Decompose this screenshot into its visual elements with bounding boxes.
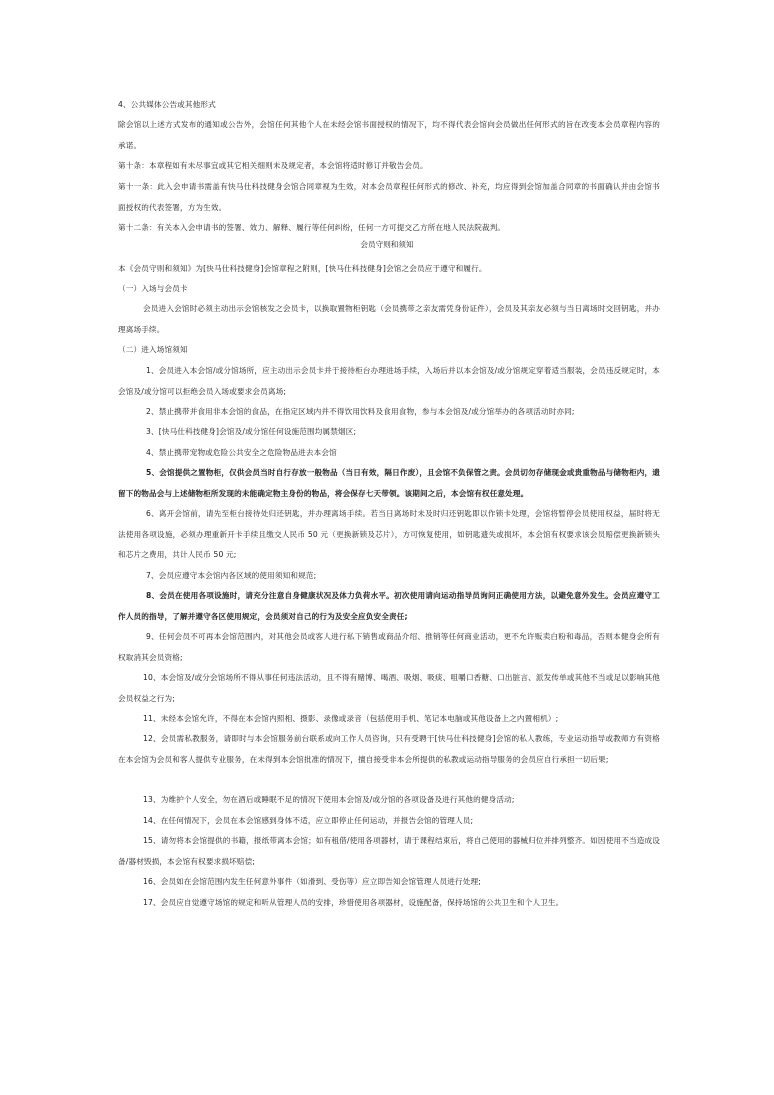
rule-17: 17、会员应自觉遵守场馆的规定和听从管理人员的安排，珍惜使用各项器材，设施配备，保持场馆的公共卫生和个人卫生。 <box>143 898 564 907</box>
clause-4-text: 除会馆以上述方式发布的通知或公告外，会馆任何其他个人在未经会馆书面授权的情况下，均不得代表会馆向会员做出任何形式的旨在改变本会员章程内容的承诺。 <box>118 120 660 150</box>
article-12: 第十二条：有关本入会申请书的签署、效力、解释、履行等任何纠纷，任何一方可提交乙方所在地人民法院裁判。 <box>118 223 506 232</box>
section-2-heading: （二）进入场馆须知 <box>118 345 188 354</box>
rule-16: 16、会员如在会馆范围内发生任何意外事件（如滑到、受伤等）应立即告知会馆管理人员进行处理; <box>143 877 481 886</box>
rule-3: 3、[快马仕科技健身]会馆及/或分馆任何设施范围均属禁烟区; <box>146 427 357 436</box>
rule-1: 1、会员进入本会馆/或分馆场所，应主动出示会员卡并于接待柜台办理进场手续，入场后并以本会馆及/或分馆规定穿着适当服装，会员违反规定时，本会馆及/或分馆可以拒绝会员入场或要求会员离场; <box>118 366 660 396</box>
rule-10: 10、本会馆及/或分会馆场所不得从事任何违法活动，且不得有赌博、喝酒、吸烟、吸痰、咀嚼口香糖、口出脏言、派发传单或其他不当或足以影响其他会员权益之行为; <box>118 673 660 703</box>
section-1-heading: （一）入场与会员卡 <box>118 284 188 293</box>
rule-2: 2、禁止携带并食用非本会馆的食品，在指定区域内并不得饮用饮料及食用食物，参与本会馆及/或分馆举办的各项活动时亦同; <box>146 407 575 416</box>
rule-9: 9、任何会员不可再本会馆范围内，对其他会员或客人进行私下销售或商品介绍、推销等任何商业活动，更不允许贩卖白粉和毒品，否则本健身会所有权取消其会员资格; <box>118 632 660 662</box>
rule-6: 6、离开会馆前，请先至柜台接待处归还钥匙，并办理离场手续。若当日离场时未及时归还钥匙即以作锁卡处理，会馆将暂停会员使用权益，届时将无法使用各项设施，必须办理重新开卡手续且缴交人民币 50 元（更换新锁及芯片），方可恢复使用，如钥匙遗失或损坏，本会馆有权要求该会员赔偿更换新锁头和芯片之费用，共计人民币 50 元; <box>118 509 660 559</box>
rule-5: 5、会馆提供之置物柜，仅供会员当时自行存放一般物品（当日有效，隔日作废），且会馆不负保管之责。会员切勿存储现金或贵重物品与储物柜内，遗留下的物品会与上述储物柜所发现的未能确定物主身份的物品，将会保存七天带领。该期间之后，本会馆有权任意处理。 <box>118 468 660 498</box>
rule-7: 7、会员应遵守本会馆内各区域的使用须知和规范; <box>146 571 317 580</box>
section-1-text: 会员进入会馆时必须主动出示会馆核发之会员卡，以换取置物柜钥匙（会员携带之亲友需凭身份证件），会员及其亲友必须与当日离场时交回钥匙，并办理离场手续。 <box>118 304 660 334</box>
rules-intro: 本《会员守则和须知》为[快马仕科技健身]会馆章程之附则，[快马仕科技健身]会馆之会员应于遵守和履行。 <box>118 264 487 273</box>
clause-4-heading: 4、公共媒体公告或其他形式 <box>118 100 216 109</box>
rule-12: 12、会员需私教服务，请即时与本会馆服务前台联系或向工作人员咨询，只有受聘于[快马仕科技健身]会馆的私人教练，专业运动指导或教师方有资格在本会馆为会员和客人提供专业服务，在未得到本会馆批准的情况下，擅自接受非本会所提供的私教或运动指导服务的会员应自行承担一切后果; <box>118 734 660 764</box>
rule-14: 14、在任何情况下，会员在本会馆感到身体不适，应立即停止任何运动，并报告会馆的管理人员; <box>143 816 474 825</box>
rule-11: 11、未经本会馆允许，不得在本会馆内照相、摄影、录像或录音（包括使用手机、笔记本电脑或其他设备上之内置相机）; <box>143 714 559 723</box>
article-11: 第十一条：此入会申请书需盖有快马仕科技健身会馆合同章视为生效，对本会员章程任何形式的修改、补充，均应得到会馆加盖合同章的书面确认并由会馆书面授权的代表签署，方为生效。 <box>118 182 660 212</box>
rule-8: 8、会员在使用各项设施时，请充分注意自身健康状况及体力负荷水平。初次使用请向运动指导员询问正确使用方法，以避免意外发生。会员应遵守工作人员的指导，了解并遵守各区使用规定，会员须对自己的行为及安全应负安全责任; <box>118 591 660 621</box>
rule-13: 13、为维护个人安全，勿在酒后或睡眠不足的情况下使用本会馆及/或分馆的各项设备及进行其他的健身活动; <box>143 795 515 804</box>
section-title: 会员守则和须知 <box>360 240 414 249</box>
rule-4: 4、禁止携带宠物或危险公共安全之危险物品进去本会馆 <box>146 448 337 457</box>
article-10: 第十条：本章程如有未尽事宜或其它相关细则未及规定者，本会馆将适时修订并敬告会员。 <box>118 161 428 170</box>
rule-15: 15、请勿将本会馆提供的书籍，报纸带离本会馆；如有租借/使用各项器材，请于课程结束后，将自己使用的器械归位并排列整齐。如因使用不当造成设备/器材毁损，本会馆有权要求损坏赔偿; <box>118 836 660 866</box>
